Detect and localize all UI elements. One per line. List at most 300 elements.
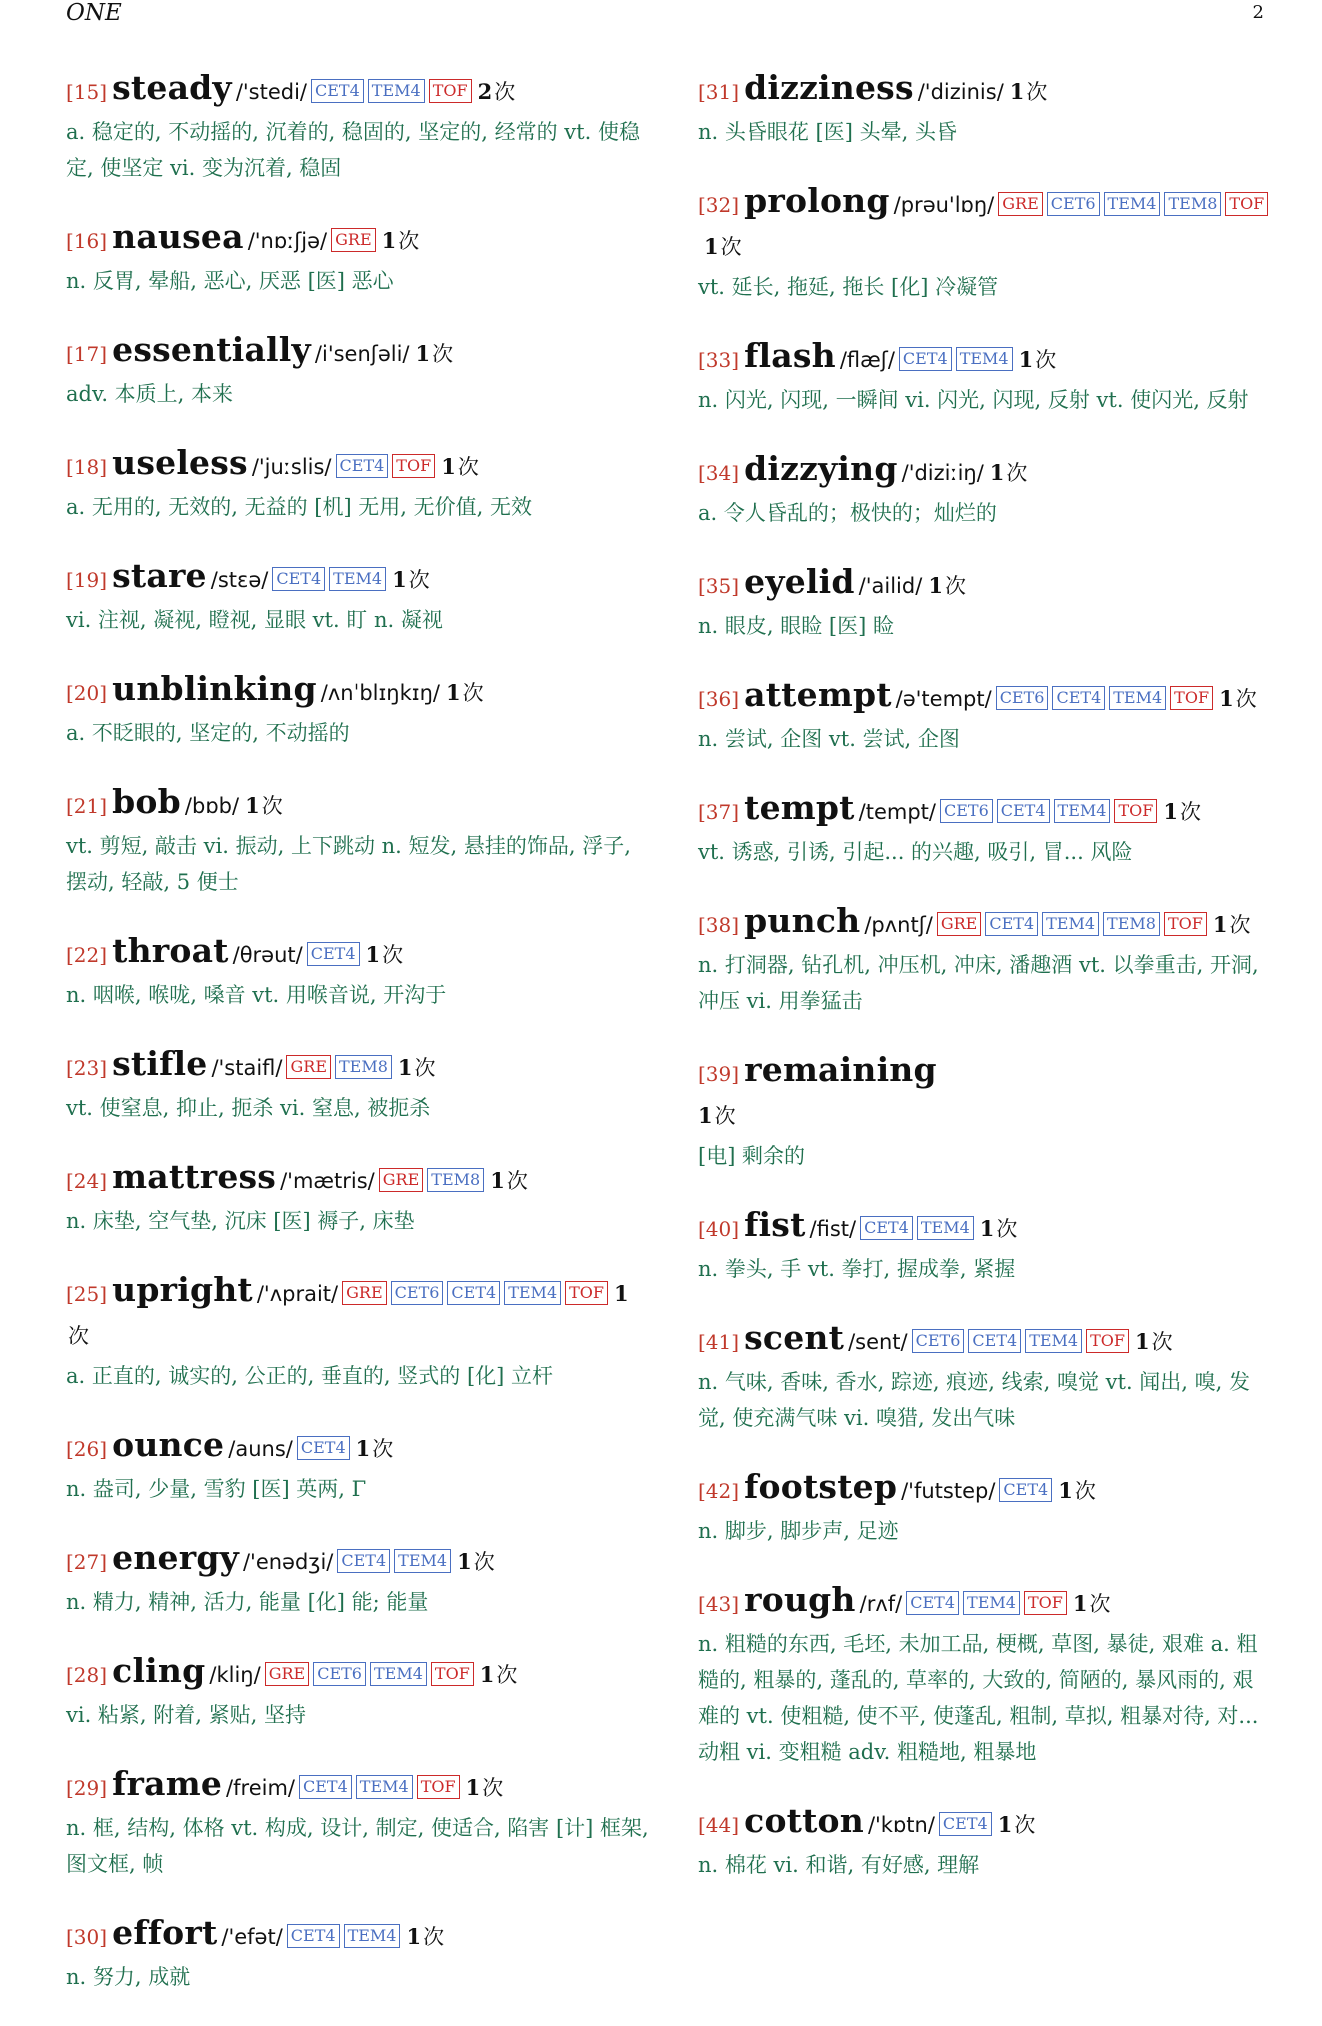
vocab-entry xyxy=(66,217,651,299)
occurrence-count: 1 xyxy=(1212,912,1228,937)
occurrence-unit: 次 xyxy=(944,574,966,598)
occurrence-unit: 次 xyxy=(1151,1330,1173,1354)
exam-tag-badge: TOF xyxy=(1024,1591,1067,1615)
exam-tag-badge: CET4 xyxy=(337,1549,390,1573)
exam-tag-badge: CET4 xyxy=(985,912,1038,936)
headword: fist xyxy=(744,1205,806,1244)
entry-number: [25] xyxy=(66,1282,108,1306)
exam-tag-badge: TOF xyxy=(1086,1329,1129,1353)
phonetic: /kliŋ/ xyxy=(209,1663,261,1687)
occurrence-count: 1 xyxy=(614,1281,629,1306)
headword: punch xyxy=(744,901,861,940)
headword: effort xyxy=(112,1913,218,1952)
occurrence-unit: 次 xyxy=(482,1776,504,1800)
vocab-entry xyxy=(698,68,1270,150)
exam-tag-badge: TOF xyxy=(1164,912,1207,936)
entry-number: [33] xyxy=(698,348,740,372)
entry-headline xyxy=(66,931,651,977)
definition: a. 不眨眼的, 坚定的, 不动摇的 xyxy=(66,721,350,745)
exam-tag-badge: TEM8 xyxy=(335,1055,392,1079)
entry-headline xyxy=(66,443,651,489)
entry-headline xyxy=(66,1913,651,1959)
exam-tag-badge: GRE xyxy=(265,1662,310,1686)
entry-number: [28] xyxy=(66,1663,108,1687)
headword: cling xyxy=(112,1651,206,1690)
exam-tag-badge: TEM4 xyxy=(1054,799,1111,823)
headword: throat xyxy=(112,931,229,970)
entry-headline xyxy=(698,336,1270,382)
entry-number: [40] xyxy=(698,1217,740,1241)
phonetic: /'efət/ xyxy=(221,1925,283,1949)
vocab-entry xyxy=(698,562,1270,644)
phonetic: /'nɒːʃjə/ xyxy=(247,229,328,253)
phonetic: /i'senʃəli/ xyxy=(314,342,410,366)
definition: n. 头昏眼花 [医] 头晕, 头昏 xyxy=(698,120,957,144)
entry-number: [43] xyxy=(698,1592,740,1616)
exam-tag-badge: CET4 xyxy=(287,1924,340,1948)
exam-tag-badge: CET4 xyxy=(272,567,325,591)
entry-headline xyxy=(66,1764,651,1810)
exam-tag-badge: CET6 xyxy=(940,799,993,823)
occurrence-unit: 次 xyxy=(68,1324,89,1348)
vocab-entry xyxy=(698,1801,1270,1883)
entry-number: [15] xyxy=(66,80,108,104)
entry-headline xyxy=(66,1651,651,1697)
entry-number: [20] xyxy=(66,681,108,705)
exam-tag-badge: CET6 xyxy=(996,686,1049,710)
entry-headline xyxy=(66,1425,651,1471)
definition: n. 咽喉, 喉咙, 嗓音 vt. 用喉音说, 开沟于 xyxy=(66,983,447,1007)
occurrence-count: 1 xyxy=(1135,1329,1150,1354)
definition: vi. 注视, 凝视, 瞪视, 显眼 vt. 盯 n. 凝视 xyxy=(66,608,443,632)
vocab-entry xyxy=(66,669,651,751)
exam-tag-badge: TEM8 xyxy=(427,1168,484,1192)
occurrence-unit: 次 xyxy=(494,80,516,104)
entry-number: [36] xyxy=(698,687,740,711)
entry-headline xyxy=(66,1538,651,1584)
entry-headline xyxy=(698,181,1270,269)
entry-number: [30] xyxy=(66,1925,108,1949)
right-column xyxy=(698,68,1270,1914)
vocab-entry xyxy=(698,1580,1270,1770)
exam-tag-badge: TEM4 xyxy=(1104,192,1161,216)
phonetic: /stɛə/ xyxy=(210,568,269,592)
vocab-entry xyxy=(66,1538,651,1620)
phonetic: /'futstep/ xyxy=(901,1479,996,1503)
occurrence-count: 1 xyxy=(1058,1478,1073,1503)
phonetic: /'diziːiŋ/ xyxy=(901,461,984,485)
exam-tag-badge: TEM4 xyxy=(356,1775,413,1799)
occurrence-count: 1 xyxy=(392,567,407,592)
vocab-entry xyxy=(66,782,651,900)
entry-number: [41] xyxy=(698,1330,740,1354)
entry-number: [38] xyxy=(698,913,740,937)
occurrence-unit: 次 xyxy=(1089,1592,1111,1616)
definition: a. 稳定的, 不动摇的, 沉着的, 稳固的, 坚定的, 经常的 vt. 使稳定, 使坚定 vi. 变为沉着, 稳固 xyxy=(66,120,640,180)
entry-headline xyxy=(698,562,1270,608)
exam-tag-badge: CET4 xyxy=(999,1478,1052,1502)
definition: [电] 剩余的 xyxy=(698,1144,806,1168)
vocab-entry xyxy=(698,181,1270,305)
phonetic: /rʌf/ xyxy=(859,1592,903,1616)
exam-tag-badge: TEM4 xyxy=(344,1924,401,1948)
phonetic: /'ailid/ xyxy=(858,574,923,598)
vocab-entry xyxy=(698,1318,1270,1436)
definition: n. 拳头, 手 vt. 拳打, 握成拳, 紧握 xyxy=(698,1257,1016,1281)
occurrence-unit: 次 xyxy=(496,1663,518,1687)
exam-tag-badge: GRE xyxy=(342,1281,387,1305)
entry-headline xyxy=(698,1318,1270,1364)
phonetic: /sent/ xyxy=(848,1330,908,1354)
phonetic: /'ʌprait/ xyxy=(256,1282,339,1306)
phonetic: /ʌnˈblɪŋkɪŋ/ xyxy=(320,681,440,705)
entry-headline xyxy=(66,217,651,263)
definition: n. 努力, 成就 xyxy=(66,1965,191,1989)
definition: n. 反胃, 晕船, 恶心, 厌恶 [医] 恶心 xyxy=(66,269,394,293)
headword: frame xyxy=(112,1764,223,1803)
occurrence-count: 1 xyxy=(381,228,397,253)
entry-number: [35] xyxy=(698,574,740,598)
occurrence-unit: 次 xyxy=(372,1437,394,1461)
definition: n. 框, 结构, 体格 vt. 构成, 设计, 制定, 使适合, 陷害 [计] 框架, 图文框, 帧 xyxy=(66,1816,649,1876)
occurrence-count: 1 xyxy=(457,1549,472,1574)
occurrence-unit: 次 xyxy=(462,681,484,705)
definition: n. 眼皮, 眼睑 [医] 睑 xyxy=(698,614,894,638)
vocab-entry xyxy=(66,1044,651,1126)
occurrence-count: 1 xyxy=(1163,799,1178,824)
exam-tag-badge: TEM4 xyxy=(370,1662,427,1686)
exam-tag-badge: CET4 xyxy=(336,454,389,478)
exam-tag-badge: TEM8 xyxy=(1164,192,1221,216)
entry-number: [16] xyxy=(66,229,108,253)
exam-tag-badge: CET4 xyxy=(311,79,364,103)
occurrence-unit: 次 xyxy=(457,455,479,479)
exam-tag-badge: TOF xyxy=(1114,799,1157,823)
exam-tag-badge: CET4 xyxy=(860,1216,913,1240)
definition: a. 令人昏乱的；极快的；灿烂的 xyxy=(698,501,997,525)
occurrence-unit: 次 xyxy=(506,1169,528,1193)
vocab-entry xyxy=(698,1467,1270,1549)
occurrence-unit: 次 xyxy=(720,235,742,259)
exam-tag-badge: TEM4 xyxy=(504,1281,561,1305)
exam-tag-badge: TOF xyxy=(429,79,472,103)
definition: n. 闪光, 闪现, 一瞬间 vi. 闪光, 闪现, 反射 vt. 使闪光, 反射 xyxy=(698,388,1249,412)
occurrence-unit: 次 xyxy=(1179,800,1201,824)
entry-headline xyxy=(66,1044,651,1090)
definition: a. 正直的, 诚实的, 公正的, 垂直的, 竖式的 [化] 立杆 xyxy=(66,1364,554,1388)
occurrence-unit: 次 xyxy=(261,794,283,818)
exam-tag-badge: TOF xyxy=(1170,686,1213,710)
exam-tag-badge: CET6 xyxy=(1047,192,1100,216)
definition: vt. 使窒息, 抑止, 扼杀 vi. 窒息, 被扼杀 xyxy=(66,1096,431,1120)
entry-number: [42] xyxy=(698,1479,740,1503)
exam-tag-badge: CET4 xyxy=(906,1591,959,1615)
headword: essentially xyxy=(112,330,311,369)
occurrence-unit: 次 xyxy=(1026,80,1048,104)
exam-tag-badge: TOF xyxy=(417,1775,460,1799)
vocab-entry xyxy=(66,1157,651,1239)
headword: eyelid xyxy=(744,562,855,601)
exam-tag-badge: TEM4 xyxy=(1042,912,1099,936)
entry-headline xyxy=(698,901,1270,947)
vocab-entry xyxy=(698,336,1270,418)
occurrence-count: 1 xyxy=(979,1216,995,1241)
exam-tag-badge: TEM4 xyxy=(1025,1329,1082,1353)
headword: upright xyxy=(112,1270,253,1309)
occurrence-count: 1 xyxy=(245,793,260,818)
entry-number: [29] xyxy=(66,1776,108,1800)
vocab-entry xyxy=(66,443,651,525)
exam-tag-badge: GRE xyxy=(998,192,1043,216)
entry-number: [27] xyxy=(66,1550,108,1574)
vocab-entry xyxy=(66,330,651,412)
definition: n. 粗糙的东西, 毛坯, 未加工品, 梗概, 草图, 暴徒, 艰难 a. 粗糙的, 粗暴的, 蓬乱的, 草率的, 大致的, 简陋的, 暴风雨的, 艰难的 vt. 使粗糙, 使不平, 使蓬乱, 粗制, 草拟, 粗暴对待, 对... 动粗 vi. 变粗糙 adv. 粗糙地, 粗暴地 xyxy=(698,1632,1259,1764)
phonetic: /'staifl/ xyxy=(211,1056,283,1080)
exam-tag-badge: CET4 xyxy=(447,1281,500,1305)
headword: bob xyxy=(112,782,181,821)
vocab-entry xyxy=(66,1270,651,1394)
exam-tag-badge: GRE xyxy=(286,1055,331,1079)
entry-headline xyxy=(698,1050,1270,1138)
phonetic: /'mætris/ xyxy=(280,1169,375,1193)
definition: n. 棉花 vi. 和谐, 有好感, 理解 xyxy=(698,1853,980,1877)
occurrence-count: 1 xyxy=(441,454,456,479)
entry-number: [19] xyxy=(66,568,108,592)
entry-number: [32] xyxy=(698,193,740,217)
exam-tag-badge: TEM4 xyxy=(917,1216,974,1240)
entry-headline xyxy=(66,556,651,602)
occurrence-unit: 次 xyxy=(1235,687,1257,711)
entry-headline xyxy=(66,1157,651,1203)
definition: n. 尝试, 企图 vt. 尝试, 企图 xyxy=(698,727,960,751)
exam-tag-badge: TEM4 xyxy=(1109,686,1166,710)
occurrence-count: 1 xyxy=(989,460,1005,485)
phonetic: /'enədʒi/ xyxy=(242,1550,334,1574)
phonetic: /ə'tempt/ xyxy=(895,687,992,711)
vocab-entry xyxy=(66,931,651,1013)
headword: stare xyxy=(112,556,207,595)
headword: mattress xyxy=(112,1157,277,1196)
headword: prolong xyxy=(744,181,890,220)
phonetic: /prəu'lɒŋ/ xyxy=(893,193,995,217)
vocab-entry xyxy=(698,901,1270,1019)
exam-tag-badge: TOF xyxy=(431,1662,474,1686)
entry-headline xyxy=(698,675,1270,721)
occurrence-count: 1 xyxy=(465,1775,481,1800)
entry-headline xyxy=(66,1270,651,1358)
entry-number: [31] xyxy=(698,80,740,104)
phonetic: /'stedi/ xyxy=(235,80,307,104)
definition: vt. 剪短, 敲击 vi. 振动, 上下跳动 n. 短发, 悬挂的饰品, 浮子, 摆动, 轻敲, 5 便士 xyxy=(66,834,631,894)
headword: ounce xyxy=(112,1425,225,1464)
entry-headline xyxy=(66,68,651,114)
occurrence-count: 1 xyxy=(406,1924,422,1949)
vocab-entry xyxy=(698,449,1270,531)
entry-number: [23] xyxy=(66,1056,108,1080)
definition: adv. 本质上, 本来 xyxy=(66,382,234,406)
occurrence-count: 2 xyxy=(477,79,493,104)
headword: remaining xyxy=(744,1050,937,1089)
vocab-entry xyxy=(66,556,651,638)
entry-headline xyxy=(698,1467,1270,1513)
definition: vt. 延长, 拖延, 拖长 [化] 冷凝管 xyxy=(698,275,999,299)
entry-number: [37] xyxy=(698,800,740,824)
definition: n. 床垫, 空气垫, 沉床 [医] 褥子, 床垫 xyxy=(66,1209,415,1233)
occurrence-unit: 次 xyxy=(1035,348,1057,372)
occurrence-unit: 次 xyxy=(382,943,404,967)
headword: steady xyxy=(112,68,232,107)
headword: unblinking xyxy=(112,669,317,708)
exam-tag-badge: TEM4 xyxy=(368,79,425,103)
exam-tag-badge: CET4 xyxy=(297,1436,350,1460)
occurrence-count: 1 xyxy=(490,1168,505,1193)
occurrence-count: 1 xyxy=(445,680,461,705)
entry-number: [44] xyxy=(698,1813,740,1837)
headword: dizzying xyxy=(744,449,898,488)
entry-headline xyxy=(66,782,651,828)
definition: n. 气味, 香味, 香水, 踪迹, 痕迹, 线索, 嗅觉 vt. 闻出, 嗅, 发觉, 使充满气味 vi. 嗅猎, 发出气味 xyxy=(698,1370,1251,1430)
left-column xyxy=(66,68,651,2026)
headword: scent xyxy=(744,1318,845,1357)
occurrence-count: 1 xyxy=(928,573,943,598)
headword: tempt xyxy=(744,788,855,827)
exam-tag-badge: CET6 xyxy=(912,1329,965,1353)
exam-tag-badge: TEM4 xyxy=(963,1591,1020,1615)
phonetic: /auns/ xyxy=(228,1437,293,1461)
headword: attempt xyxy=(744,675,892,714)
phonetic: /θrəut/ xyxy=(232,943,303,967)
definition: n. 脚步, 脚步声, 足迹 xyxy=(698,1519,899,1543)
vocab-entry xyxy=(66,1425,651,1507)
exam-tag-badge: TEM4 xyxy=(329,567,386,591)
headword: dizziness xyxy=(744,68,914,107)
occurrence-count: 1 xyxy=(1072,1591,1088,1616)
occurrence-unit: 次 xyxy=(1006,461,1028,485)
vocab-entry xyxy=(66,1651,651,1733)
exam-tag-badge: GRE xyxy=(379,1168,424,1192)
phonetic: /bɒb/ xyxy=(184,794,240,818)
occurrence-count: 1 xyxy=(1009,79,1025,104)
definition: vi. 粘紧, 附着, 紧贴, 坚持 xyxy=(66,1703,306,1727)
vocab-entry xyxy=(698,788,1270,870)
entry-number: [34] xyxy=(698,461,740,485)
exam-tag-badge: TEM4 xyxy=(394,1549,451,1573)
headword: rough xyxy=(744,1580,856,1619)
phonetic: /'juːslis/ xyxy=(251,455,332,479)
occurrence-unit: 次 xyxy=(423,1925,445,1949)
occurrence-count: 1 xyxy=(397,1055,413,1080)
page-number: 2 xyxy=(1252,2,1264,23)
vocab-entry xyxy=(66,1764,651,1882)
occurrence-count: 1 xyxy=(479,1662,495,1687)
exam-tag-badge: TEM8 xyxy=(1103,912,1160,936)
headword: flash xyxy=(744,336,836,375)
definition: n. 打洞器, 钻孔机, 冲压机, 冲床, 潘趣酒 vt. 以拳重击, 开洞, 冲压 vi. 用拳猛击 xyxy=(698,953,1259,1013)
exam-tag-badge: TOF xyxy=(392,454,435,478)
occurrence-count: 1 xyxy=(1018,347,1034,372)
entry-number: [18] xyxy=(66,455,108,479)
occurrence-unit: 次 xyxy=(996,1217,1018,1241)
entry-headline xyxy=(698,68,1270,114)
entry-number: [24] xyxy=(66,1169,108,1193)
headword: stifle xyxy=(112,1044,208,1083)
exam-tag-badge: TEM4 xyxy=(956,347,1013,371)
entry-headline xyxy=(698,1580,1270,1626)
occurrence-unit: 次 xyxy=(1229,913,1251,937)
entry-headline xyxy=(698,1205,1270,1251)
occurrence-unit: 次 xyxy=(432,342,454,366)
entry-number: [21] xyxy=(66,794,108,818)
entry-headline xyxy=(698,1801,1270,1847)
occurrence-count: 1 xyxy=(415,341,431,366)
vocab-entry xyxy=(66,1913,651,1995)
entry-number: [22] xyxy=(66,943,108,967)
occurrence-unit: 次 xyxy=(408,568,430,592)
exam-tag-badge: GRE xyxy=(937,912,982,936)
vocab-entry xyxy=(698,1050,1270,1174)
section-title: ONE xyxy=(66,0,122,26)
headword: energy xyxy=(112,1538,239,1577)
exam-tag-badge: CET4 xyxy=(299,1775,352,1799)
occurrence-count: 1 xyxy=(365,942,381,967)
definition: n. 精力, 精神, 活力, 能量 [化] 能; 能量 xyxy=(66,1590,429,1614)
exam-tag-badge: CET4 xyxy=(997,799,1050,823)
exam-tag-badge: CET4 xyxy=(968,1329,1021,1353)
vocab-entry xyxy=(698,675,1270,757)
exam-tag-badge: CET4 xyxy=(939,1812,992,1836)
exam-tag-badge: TOF xyxy=(1225,192,1268,216)
phonetic: /tempt/ xyxy=(858,800,936,824)
definition: vt. 诱惑, 引诱, 引起... 的兴趣, 吸引, 冒... 风险 xyxy=(698,840,1133,864)
entry-number: [26] xyxy=(66,1437,108,1461)
entry-number: [39] xyxy=(698,1062,740,1086)
phonetic: /pʌntʃ/ xyxy=(864,913,933,937)
exam-tag-badge: CET6 xyxy=(391,1281,444,1305)
phonetic: /flæʃ/ xyxy=(839,348,895,372)
exam-tag-badge: CET4 xyxy=(307,942,360,966)
exam-tag-badge: CET4 xyxy=(899,347,952,371)
headword: nausea xyxy=(112,217,244,256)
entry-headline xyxy=(698,788,1270,834)
phonetic: /fist/ xyxy=(809,1217,857,1241)
headword: footstep xyxy=(744,1467,898,1506)
exam-tag-badge: CET6 xyxy=(313,1662,366,1686)
entry-headline xyxy=(698,449,1270,495)
headword: useless xyxy=(112,443,248,482)
occurrence-count: 1 xyxy=(1219,686,1234,711)
occurrence-count: 1 xyxy=(355,1436,371,1461)
occurrence-unit: 次 xyxy=(414,1056,436,1080)
exam-tag-badge: CET4 xyxy=(1052,686,1105,710)
phonetic: /freim/ xyxy=(226,1776,295,1800)
phonetic: /'kɒtn/ xyxy=(867,1813,935,1837)
occurrence-unit: 次 xyxy=(714,1104,736,1128)
entry-number: [17] xyxy=(66,342,108,366)
occurrence-unit: 次 xyxy=(473,1550,495,1574)
vocab-entry xyxy=(698,1205,1270,1287)
definition: n. 盎司, 少量, 雪豹 [医] 英两, Γ xyxy=(66,1477,367,1501)
definition: a. 无用的, 无效的, 无益的 [机] 无用, 无价值, 无效 xyxy=(66,495,533,519)
vocab-entry xyxy=(66,68,651,186)
occurrence-count: 1 xyxy=(997,1812,1013,1837)
occurrence-unit: 次 xyxy=(1014,1813,1036,1837)
exam-tag-badge: TOF xyxy=(565,1281,608,1305)
exam-tag-badge: GRE xyxy=(331,228,376,252)
headword: cotton xyxy=(744,1801,864,1840)
entry-headline xyxy=(66,669,651,715)
occurrence-count: 1 xyxy=(698,1103,713,1128)
phonetic: /'dizinis/ xyxy=(917,80,1004,104)
